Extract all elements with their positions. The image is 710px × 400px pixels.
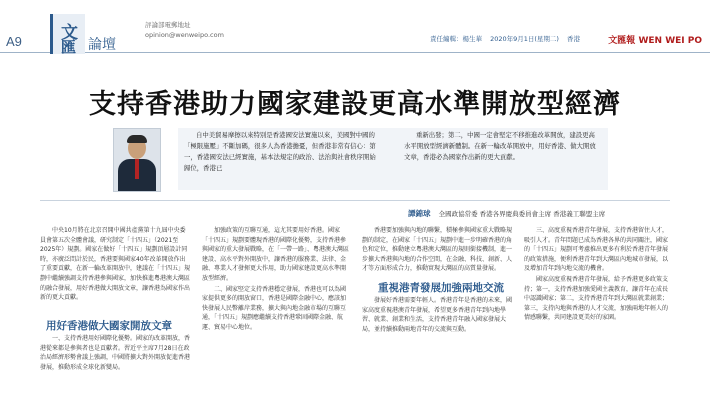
editor-contact-line1: 評論部電郵地址 xyxy=(145,21,191,29)
page-header xyxy=(0,0,710,56)
lead-box xyxy=(178,128,608,190)
body-paragraph: 中央10月將在北京召開中國共產黨第十九屆中央委員會第五次全體會議，研究制定「十四五」（2021至2025年）規劃。國家在做好「十四五」規劃頂層設計同時，亦廣泛問計於民，香港要與國家40年改革開放作出了重要貢獻，在新一輪改革開放中，建議在「十四五」規劃中繼續強調支持香港參與國家，加快推進粵港澳大灣區的融合發展，用好香港做大開放文章，讓香港為國家作出新的更大貢獻。 xyxy=(40,227,190,302)
byline xyxy=(408,208,605,219)
article-title: 支持香港助力國家建設更高水準開放型經濟 xyxy=(89,89,621,120)
editor-contact-email: opinion@wenweipo.com xyxy=(145,31,224,39)
body-paragraph: 二、國家堅定支持香港穩定發展，香港也可以為國家提供更多的開放窗口，香港是國際金融中心，應該加快發展人民幣離岸業務，擴大與內地金融市場的互聯互通，「十四五」規劃應繼續支持香港鞏固國際金融、航運、貿易中心地位。 xyxy=(202,285,347,331)
body-paragraph: 加強政策的互聯互通，這尤其要用好香港。國家「十四五」規劃要體現香港的國際化優勢，支持香港參與國家的重大發展戰略，在「一帶一路」、粵港澳大灣區建設、高水平對外開放中，讓香港的服務業、法律、金融、專業人才發揮更大作用，助力國家建設更高水準開放型經濟。 xyxy=(202,227,350,282)
section-logo xyxy=(50,14,85,54)
author-title: 全國政協常委 香港各界慶典委員會主席 香港義工聯盟主席 xyxy=(438,210,606,218)
body-column-3 xyxy=(362,226,512,276)
editor-contact xyxy=(145,20,224,40)
logo-top-char: 文 xyxy=(61,23,78,43)
lead-paragraph: 重新出發；第二，中國一定會堅定不移推進改革開放，建設更高水平開放型經濟新體制。在新一輪改革開放中，用好香港、做大開放文章，香港必為國家作出新的更大貢獻。 xyxy=(404,131,596,161)
author-name: 譚錦球 xyxy=(408,209,431,218)
page-number: A9 xyxy=(6,34,22,49)
subheading-2: 重視港青發展加強兩地交流 xyxy=(378,282,504,294)
body-column-2 xyxy=(202,226,350,396)
section-name: 論壇 xyxy=(88,37,116,53)
body-column-1b xyxy=(40,334,190,396)
logo-bottom-char: 匯 xyxy=(61,38,77,56)
body-column-1 xyxy=(40,226,190,312)
lead-column-2 xyxy=(404,130,600,163)
lead-column-1 xyxy=(184,130,380,174)
lead-paragraph: 自中美貿易摩擦以來特別是香港國安法實施以來，美國對中國的「極限施壓」不斷加碼，很多人為香港擔憂，但香港非常有信心：第一，香港國安法已經實施，基本法規定的政治、法治與社會秩序開始歸位，香港已 xyxy=(184,131,376,172)
issue-meta xyxy=(430,34,586,43)
body-paragraph: 國家高度重視香港青年發展，給予香港更多政策支持；第一，支持香港加強愛國主義教育，讓青年在成長中認識國家；第二，支持香港青年到大灣區就業創業；第三，支持內地與香港的人才交流，加強兩地年輕人的情感聯繫，共同建設更美好的家園。 xyxy=(524,275,669,322)
body-paragraph: 三、高度重視香港青年發展，支持香港留住人才，吸引人才。青年問題已成為香港各界的共同關注，國家的「十四五」規劃可考慮推出更多有利於香港青年發展的政策措施，便利香港青年到大灣區內地城市發展，以及增加青年到內地交流的機會。 xyxy=(524,227,669,273)
brand-en: WEN WEI PO xyxy=(638,36,702,46)
region-label: 香港 xyxy=(567,35,581,43)
brand-cn: 文匯報 xyxy=(608,36,636,46)
divider xyxy=(40,200,670,201)
editor-label: 責任編輯：楊生華 xyxy=(430,35,482,43)
body-column-4 xyxy=(524,226,672,396)
newspaper-brand xyxy=(608,33,702,46)
body-paragraph: 發展好香港需要年輕人。香港青年是香港的未來，國家高度重視港澳青年發展，希望更多香港青年到內地學習、就業、創業和生活，支持香港青年融入國家發展大局，並持續推動兩地青年的交流與互動。 xyxy=(362,297,512,333)
body-column-3b xyxy=(362,296,512,396)
subheading-1: 用好香港做大國家開放文章 xyxy=(46,320,172,332)
body-paragraph: 一、支持香港用好國際化優勢。國家的改革開放，香港從來都是參與者也是貢獻者。習近平主席7月28日在政治局經濟形勢會議上強調，中國將擴大對外開放促進香港發展，推動形成全球化新變局。 xyxy=(40,335,190,371)
body-paragraph: 香港要加強與內地的聯繫，積極參與國家重大戰略規劃的制定，在國家「十四五」規劃中進一步明確香港的角色和定位，推動建立粵港澳大灣區的規則銜接機制，進一步擴大香港與內地的合作空間，在金融、科技、創新、人才等方面形成合力，推動實現大灣區的高質量發展。 xyxy=(362,227,512,273)
author-photo xyxy=(113,128,161,192)
issue-date: 2020年9月1日(星期二) xyxy=(490,35,559,43)
